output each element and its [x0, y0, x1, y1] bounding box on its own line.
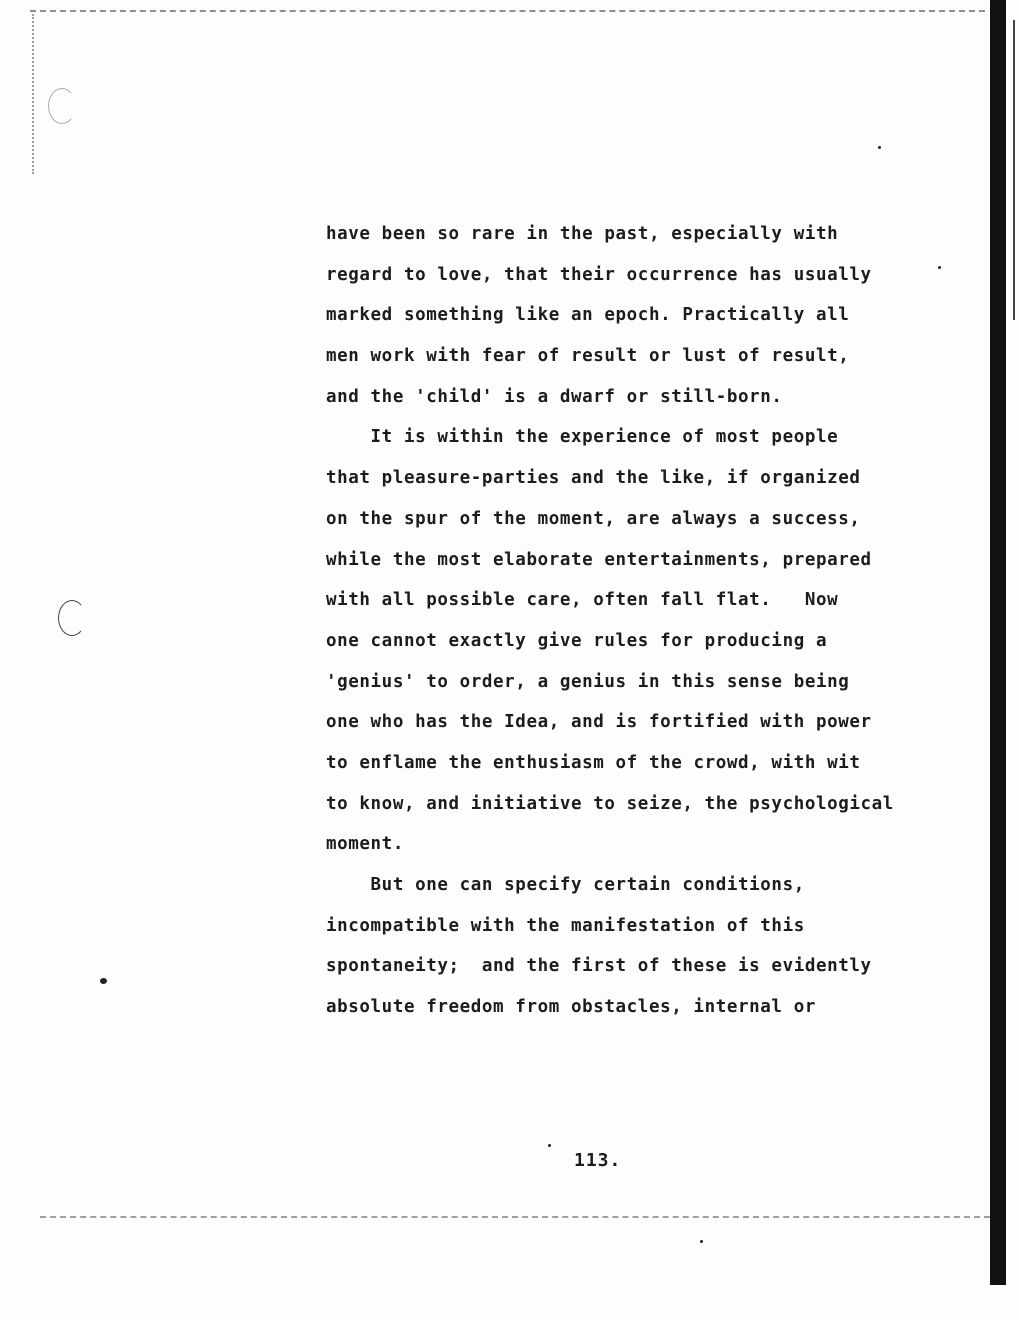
text-line: It is within the experience of most people	[326, 427, 839, 448]
text-line: incompatible with the manifestation of this	[326, 915, 805, 936]
scan-top-edge	[30, 10, 985, 12]
page-number: 113.	[574, 1150, 622, 1171]
text-line: one who has the Idea, and is fortified with power	[326, 712, 872, 733]
text-line: with all possible care, often fall flat. Now	[326, 590, 839, 611]
text-line: regard to love, that their occurrence has usually	[326, 264, 872, 285]
text-line: men work with fear of result or lust of result,	[326, 346, 850, 367]
ink-speck	[548, 1144, 551, 1147]
scan-left-edge	[32, 14, 34, 174]
text-line: have been so rare in the past, especially with	[326, 224, 839, 244]
scan-right-shadow	[1013, 20, 1015, 320]
typed-body-text	[326, 214, 976, 1028]
text-line: while the most elaborate entertainments, prepared	[326, 549, 872, 570]
text-line: marked something like an epoch. Practically all	[326, 305, 850, 326]
text-line: But one can specify certain conditions,	[326, 875, 805, 895]
text-line: moment.	[326, 834, 404, 855]
text-line: to know, and initiative to seize, the psychological	[326, 793, 894, 814]
text-line: that pleasure-parties and the like, if organized	[326, 468, 861, 489]
text-line: one cannot exactly give rules for producing a	[326, 630, 828, 651]
text-line: spontaneity; and the first of these is evidently	[326, 956, 872, 977]
text-line: to enflame the enthusiasm of the crowd, with wit	[326, 752, 861, 773]
scan-right-edge	[990, 0, 1006, 1285]
text-line: and the 'child' is a dwarf or still-born.	[326, 386, 783, 407]
text-line: on the spur of the moment, are always a success,	[326, 508, 861, 529]
punch-hole-mark	[58, 600, 86, 636]
ink-speck	[100, 978, 107, 984]
text-line: absolute freedom from obstacles, internal or	[326, 997, 816, 1018]
ink-speck	[700, 1240, 703, 1243]
punch-hole-mark	[48, 88, 76, 124]
text-line: 'genius' to order, a genius in this sense being	[326, 671, 850, 692]
scan-bottom-edge	[40, 1216, 990, 1218]
ink-speck	[878, 146, 881, 149]
